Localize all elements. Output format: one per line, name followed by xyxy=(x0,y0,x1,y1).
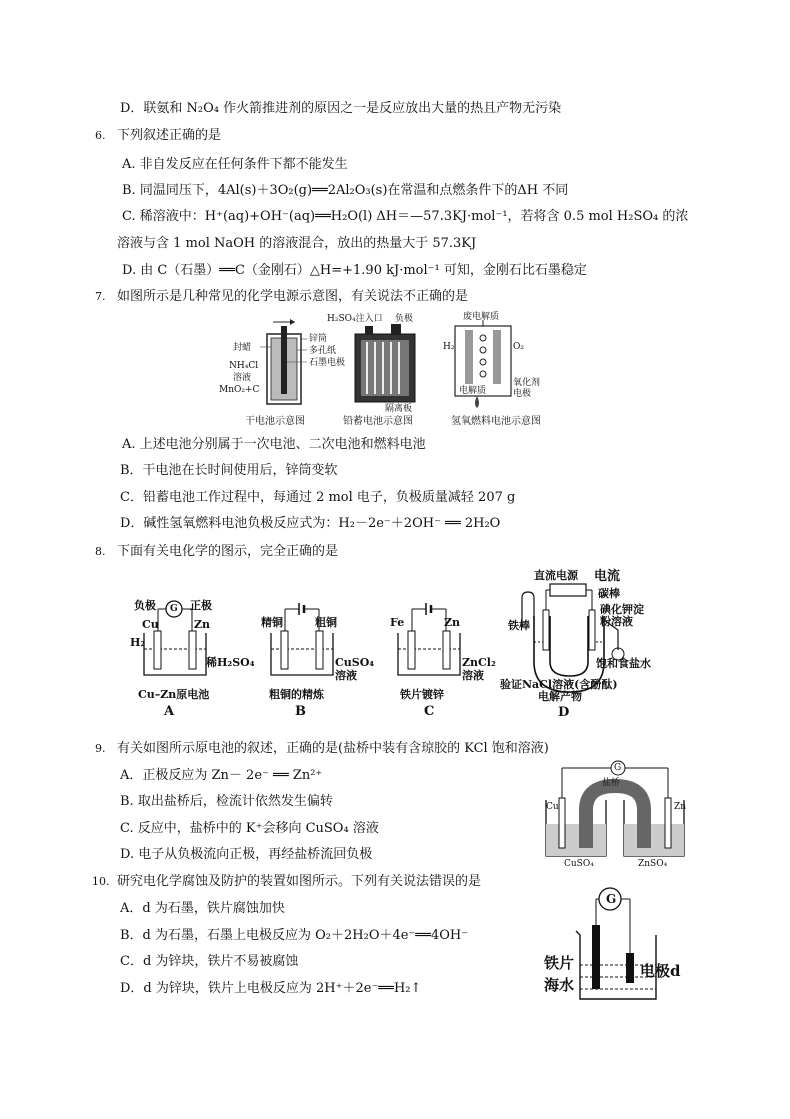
q10-label-iron-sheet: 铁片 xyxy=(544,954,575,972)
q9-label-zn: Zn xyxy=(674,802,687,812)
q8-stem: 下面有关电化学的图示，完全正确的是 xyxy=(117,544,339,559)
fuel-cell-label-oxidant: 氧化剂 xyxy=(513,378,541,388)
q10-stem: 研究电化学腐蚀及防护的装置如图所示。下列有关说法错误的是 xyxy=(117,874,482,889)
dry-cell-label-mno2: MnO₂+C xyxy=(219,385,260,395)
fuel-cell-label-h2: H₂ xyxy=(443,342,455,352)
q8-figure-d xyxy=(500,570,670,730)
fig-d-caption-line1: 验证NaCl溶液(含酚酞) xyxy=(500,678,618,691)
dry-cell-caption: 干电池示意图 xyxy=(245,416,305,427)
q6-option-d: D. 由 C（石墨）══C（金刚石）△H=+1.90 kJ·mol⁻¹ 可知，金刚石比石墨稳定 xyxy=(122,263,587,278)
fig-b-letter: B xyxy=(295,704,306,719)
fig-a-label-h2: H₂ xyxy=(130,636,146,649)
fig-b-label-solution: 溶液 xyxy=(335,669,357,682)
dry-cell-label-solution: 溶液 xyxy=(233,373,252,383)
lead-cell-label-inlet: H₂SO₄注入口 xyxy=(327,314,383,324)
fig-a-galvanometer: G xyxy=(170,604,178,614)
q9-option-b: B. 取出盐桥后，检流计依然发生偏转 xyxy=(120,794,333,809)
q6-number: 6. xyxy=(95,129,106,142)
q7-option-d: D．碱性氢氧燃料电池负极反应式为：H₂－2e⁻＋2OH⁻ ══ 2H₂O xyxy=(120,516,501,531)
q6-option-a: A. 非自发反应在任何条件下都不能发生 xyxy=(122,157,348,172)
fuel-cell-label-electrode: 电极 xyxy=(513,389,532,399)
q7-option-b: B．干电池在长时间使用后，锌筒变软 xyxy=(120,463,338,478)
q8-figure-b xyxy=(255,595,375,725)
q6-stem: 下列叙述正确的是 xyxy=(117,128,222,143)
q8-figure-c xyxy=(382,595,496,725)
dry-cell-label-paper: 多孔纸 xyxy=(309,346,337,356)
q10-number: 10. xyxy=(92,875,110,888)
q10-option-d: D．d 为锌块，铁片上电极反应为 2H⁺＋2e⁻══H₂↑ xyxy=(120,981,422,996)
q7-figure xyxy=(215,312,575,430)
q9-figure-drawing xyxy=(540,760,690,870)
q10-figure xyxy=(540,885,720,1010)
q9-label-cuso4: CuSO₄ xyxy=(564,859,594,869)
fig-c-label-zn: Zn xyxy=(444,616,461,629)
dry-cell-label-zinc: 锌筒 xyxy=(309,334,328,344)
q8-number: 8. xyxy=(95,545,106,558)
fig-b-caption: 粗铜的精炼 xyxy=(269,688,324,701)
fig-a-label-cu: Cu xyxy=(142,618,159,631)
q10-option-b: B．d 为石墨，石墨上电极反应为 O₂＋2H₂O＋4e⁻══4OH⁻ xyxy=(120,928,469,943)
fig-a-label-positive: 正极 xyxy=(190,599,212,612)
fig-c-label-fe: Fe xyxy=(390,616,405,629)
fig-c-label-zncl2: ZnCl₂ xyxy=(462,656,496,669)
q9-option-d: D. 电子从负极流向正极，再经盐桥流回负极 xyxy=(120,847,373,862)
fig-b-label-pure-copper: 精铜 xyxy=(261,616,283,629)
q5-option-d: D．联氨和 N₂O₄ 作火箭推进剂的原因之一是反应放出大量的热且产物无污染 xyxy=(120,101,562,116)
q9-label-cu: Cu xyxy=(546,802,559,812)
fig-d-label-current: 电流 xyxy=(594,569,621,584)
q6-option-b: B. 同温同压下，4Al(s)＋3O₂(g)══2Al₂O₃(s)在常温和点燃条件下的ΔH 不同 xyxy=(122,183,569,198)
q6-option-c-line2: 溶液与含 1 mol NaOH 的溶液混合，放出的热量大于 57.3KJ xyxy=(117,236,477,251)
q9-galvanometer: G xyxy=(614,763,622,773)
fig-a-label-zn: Zn xyxy=(194,618,211,631)
q7-option-c: C．铅蓄电池工作过程中，每通过 2 mol 电子，负极质量减轻 207 g xyxy=(120,490,516,505)
q9-label-znso4: ZnSO₄ xyxy=(638,859,668,869)
fig-d-label-dc-source: 直流电源 xyxy=(534,569,578,582)
fig-a-label-negative: 负极 xyxy=(134,599,156,612)
fuel-cell-label-waste: 废电解质 xyxy=(463,312,500,322)
q9-label-salt-bridge: 盐桥 xyxy=(602,778,621,788)
lead-cell-label-separator: 隔离板 xyxy=(385,404,413,414)
dry-cell-label-nh4cl: NH₄Cl xyxy=(229,361,259,371)
fig-b-label-crude-copper: 粗铜 xyxy=(315,616,337,629)
q10-option-c: C．d 为锌块，铁片不易被腐蚀 xyxy=(120,954,299,969)
fig-d-label-ki-starch-2: 粉溶液 xyxy=(600,615,633,628)
fig-d-label-ki-starch-1: 碘化钾淀 xyxy=(600,603,644,616)
dry-cell-label-graphite: 石墨电极 xyxy=(309,358,346,368)
fig-a-label-acid: 稀H₂SO₄ xyxy=(206,656,255,669)
q8-figure-d-drawing xyxy=(500,570,670,730)
q6-option-c-line1: C. 稀溶液中：H⁺(aq)+OH⁻(aq)══H₂O(l) ΔH＝—57.3KJ·mol⁻¹，若将含 0.5 mol H₂SO₄ 的浓 xyxy=(122,209,689,224)
q7-number: 7. xyxy=(95,290,106,303)
fig-a-letter: A xyxy=(164,704,175,719)
q9-stem: 有关如图所示原电池的叙述，正确的是(盐桥中装有含琼胶的 KCl 饱和溶液) xyxy=(117,741,549,756)
q7-option-a: A. 上述电池分别属于一次电池、二次电池和燃料电池 xyxy=(122,437,426,452)
q7-stem: 如图所示是几种常见的化学电源示意图，有关说法不正确的是 xyxy=(117,289,469,304)
fig-a-caption: Cu–Zn原电池 xyxy=(138,688,210,701)
fig-d-letter: D xyxy=(558,705,570,720)
fuel-cell-label-electrolyte: 电解质 xyxy=(459,386,487,396)
q9-figure xyxy=(540,760,690,870)
fig-c-label-solution: 溶液 xyxy=(462,669,484,682)
lead-cell-caption: 铅蓄电池示意图 xyxy=(343,416,413,427)
q9-number: 9. xyxy=(95,742,106,755)
q9-option-a: A．正极反应为 Zn－ 2e⁻ ══ Zn²⁺ xyxy=(120,768,323,783)
fig-d-label-carbon-rod: 碳棒 xyxy=(598,587,620,600)
q10-option-a: A．d 为石墨，铁片腐蚀加快 xyxy=(120,901,285,916)
fuel-cell-caption: 氢氧燃料电池示意图 xyxy=(451,416,541,427)
fig-d-label-brine: 饱和食盐水 xyxy=(596,657,651,670)
fig-c-letter: C xyxy=(424,704,435,719)
fig-c-caption: 铁片镀锌 xyxy=(400,688,444,701)
q10-galvanometer: G xyxy=(606,892,617,906)
fuel-cell-label-o2: O₂ xyxy=(513,342,524,352)
q9-option-c: C. 反应中，盐桥中的 K⁺会移向 CuSO₄ 溶液 xyxy=(120,821,379,836)
lead-cell-label-negative: 负极 xyxy=(395,314,414,324)
fig-d-caption-line2: 电解产物 xyxy=(538,690,582,703)
q10-label-electrode-d: 电极d xyxy=(640,962,681,980)
q10-label-seawater: 海水 xyxy=(544,976,575,994)
q8-figure-a xyxy=(128,595,255,725)
fig-b-label-cuso4: CuSO₄ xyxy=(335,656,375,669)
dry-cell-label-wax: 封蜡 xyxy=(233,343,252,353)
fig-d-label-iron-rod: 铁棒 xyxy=(508,619,530,632)
